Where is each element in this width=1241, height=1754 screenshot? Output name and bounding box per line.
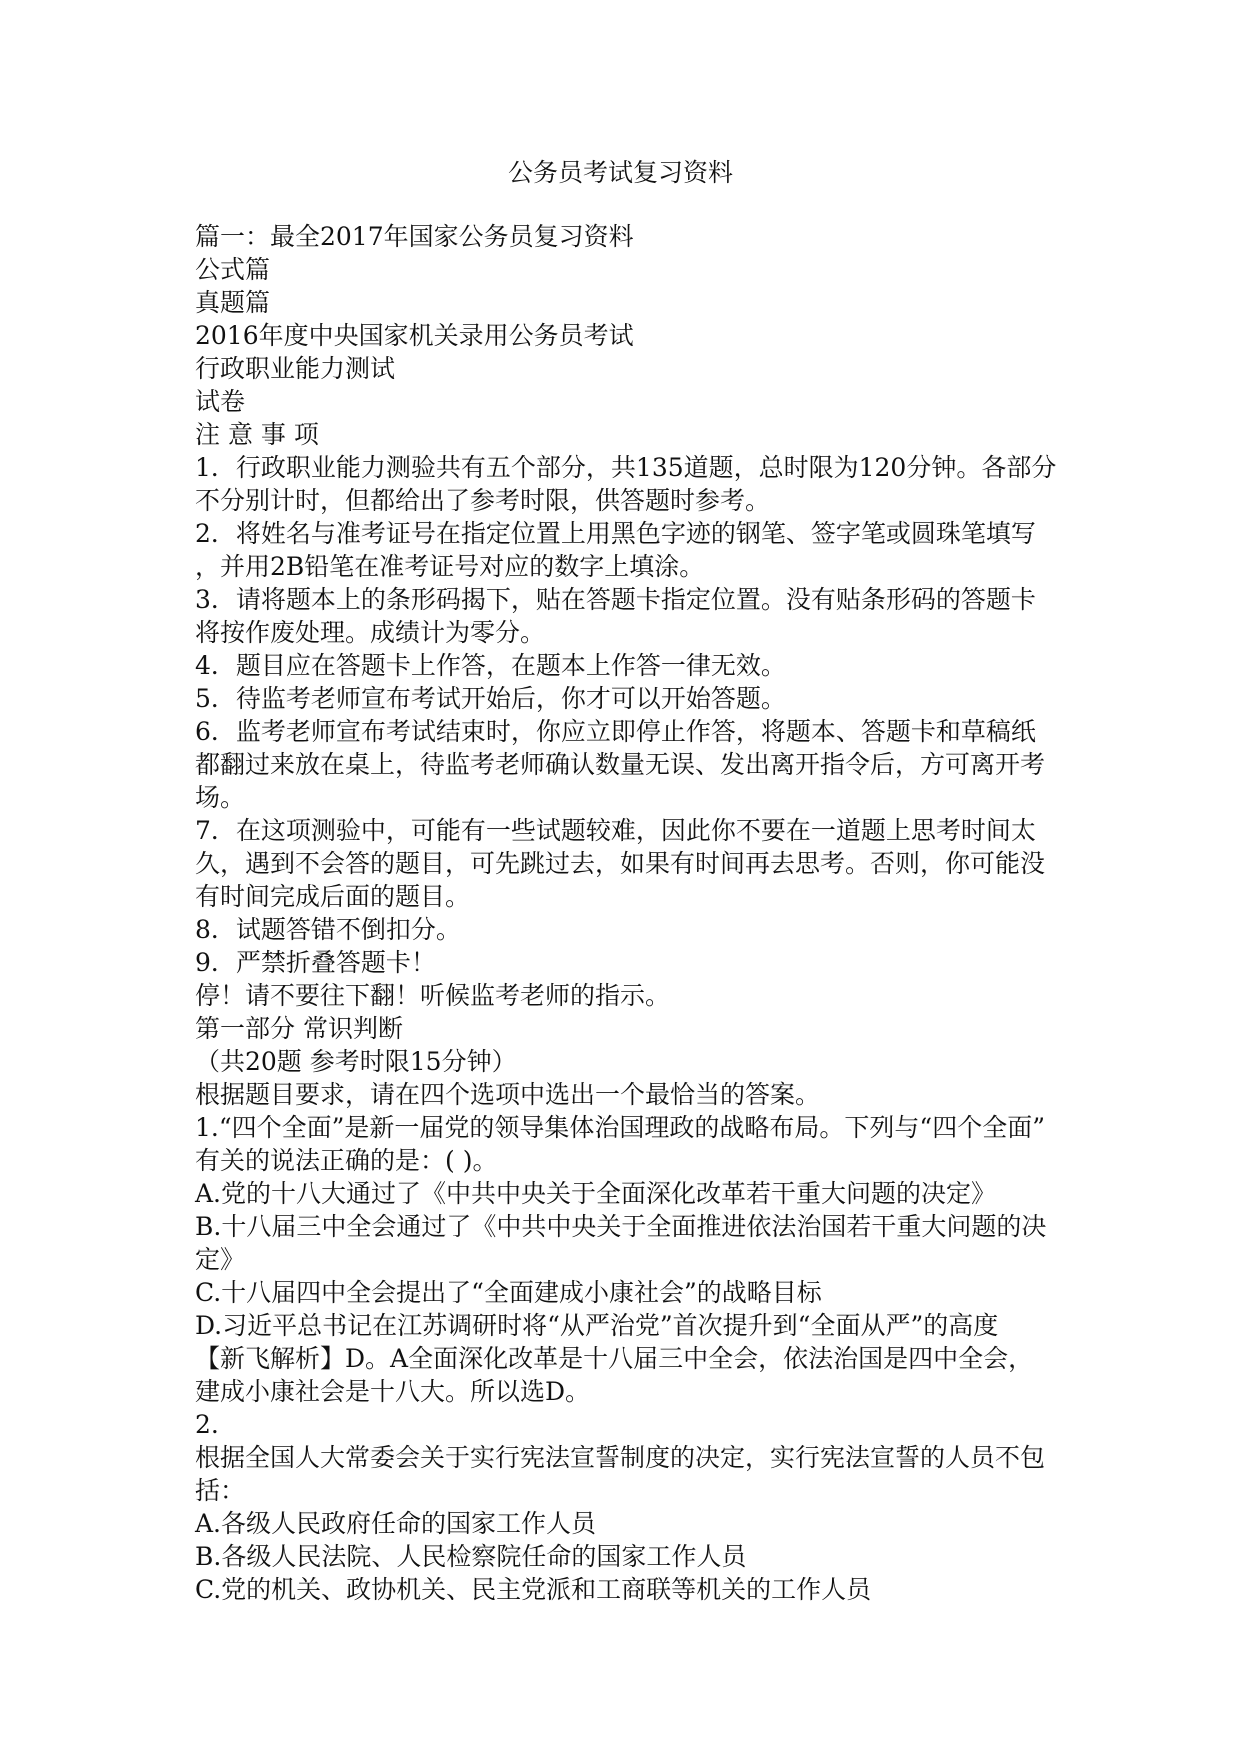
text-line: 都翻过来放在桌上，待监考老师确认数量无误、发出离开指令后，方可离开考 — [195, 750, 1046, 779]
text-line: 有关的说法正确的是：( )。 — [195, 1146, 498, 1175]
text-line: 4．题目应在答题卡上作答，在题本上作答一律无效。 — [195, 651, 786, 680]
text-line: 久，遇到不会答的题目，可先跳过去，如果有时间再去思考。否则，你可能没 — [195, 849, 1046, 878]
document-body — [195, 220, 1055, 1606]
text-line: C.党的机关、政协机关、民主党派和工商联等机关的工作人员 — [195, 1575, 872, 1604]
text-line: 第一部分 常识判断 — [195, 1014, 403, 1043]
text-line: A.党的十八大通过了《中共中央关于全面深化改革若干重大问题的决定》 — [195, 1179, 997, 1208]
text-line: 8．试题答错不倒扣分。 — [195, 915, 461, 944]
text-line: 5．待监考老师宣布考试开始后，你才可以开始答题。 — [195, 684, 786, 713]
text-line: 注 意 事 项 — [195, 420, 319, 449]
text-line: 根据全国人大常委会关于实行宪法宣誓制度的决定，实行宪法宣誓的人员不包 — [195, 1443, 1046, 1472]
text-line: 2016年度中央国家机关录用公务员考试 — [195, 321, 634, 350]
text-line: 根据题目要求，请在四个选项中选出一个最恰当的答案。 — [195, 1080, 821, 1109]
text-line: （共20题 参考时限15分钟） — [195, 1047, 517, 1076]
text-line: A.各级人民政府任命的国家工作人员 — [195, 1509, 597, 1538]
document-title: 公务员考试复习资料 — [507, 158, 733, 187]
text-line: B.各级人民法院、人民检察院任命的国家工作人员 — [195, 1542, 747, 1571]
text-line: C.十八届四中全会提出了“全面建成小康社会”的战略目标 — [195, 1278, 822, 1307]
text-line: 1.“四个全面”是新一届党的领导集体治国理政的战略布局。下列与“四个全面” — [195, 1113, 1045, 1142]
text-line: D.习近平总书记在江苏调研时将“从严治党”首次提升到“全面从严”的高度 — [195, 1311, 999, 1340]
text-line: 停！请不要往下翻！听候监考老师的指示。 — [195, 981, 671, 1010]
text-line: 篇一：最全2017年国家公务员复习资料 — [195, 222, 634, 251]
text-line: 公式篇 — [195, 255, 271, 284]
text-line: 6．监考老师宣布考试结束时，你应立即停止作答，将题本、答题卡和草稿纸 — [195, 717, 1036, 746]
text-line: 2．将姓名与准考证号在指定位置上用黑色字迹的钢笔、签字笔或圆珠笔填写 — [195, 519, 1036, 548]
text-line: 定》 — [195, 1245, 246, 1274]
text-line: 括： — [195, 1476, 246, 1505]
text-line: 9．严禁折叠答题卡！ — [195, 948, 436, 977]
text-line: ，并用2B铅笔在准考证号对应的数字上填涂。 — [195, 552, 705, 581]
text-line: 场。 — [195, 783, 246, 812]
text-line: 3．请将题本上的条形码揭下，贴在答题卡指定位置。没有贴条形码的答题卡 — [195, 585, 1036, 614]
text-line: 7．在这项测验中，可能有一些试题较难，因此你不要在一道题上思考时间太 — [195, 816, 1036, 845]
text-line: 有时间完成后面的题目。 — [195, 882, 471, 911]
text-line: 建成小康社会是十八大。所以选D。 — [195, 1377, 591, 1406]
text-line: 真题篇 — [195, 288, 271, 317]
text-line: 试卷 — [195, 387, 246, 416]
text-line: 1．行政职业能力测验共有五个部分，共135道题，总时限为120分钟。各部分 — [195, 453, 1057, 482]
text-line: B.十八届三中全会通过了《中共中央关于全面推进依法治国若干重大问题的决 — [195, 1212, 1047, 1241]
text-line: 2. — [195, 1410, 219, 1439]
text-line: 将按作废处理。成绩计为零分。 — [195, 618, 546, 647]
text-line: 不分别计时，但都给出了参考时限，供答题时参考。 — [195, 486, 771, 515]
text-line: 【新飞解析】D。A全面深化改革是十八届三中全会，依法治国是四中全会， — [195, 1344, 1034, 1373]
text-line: 行政职业能力测试 — [195, 354, 396, 383]
